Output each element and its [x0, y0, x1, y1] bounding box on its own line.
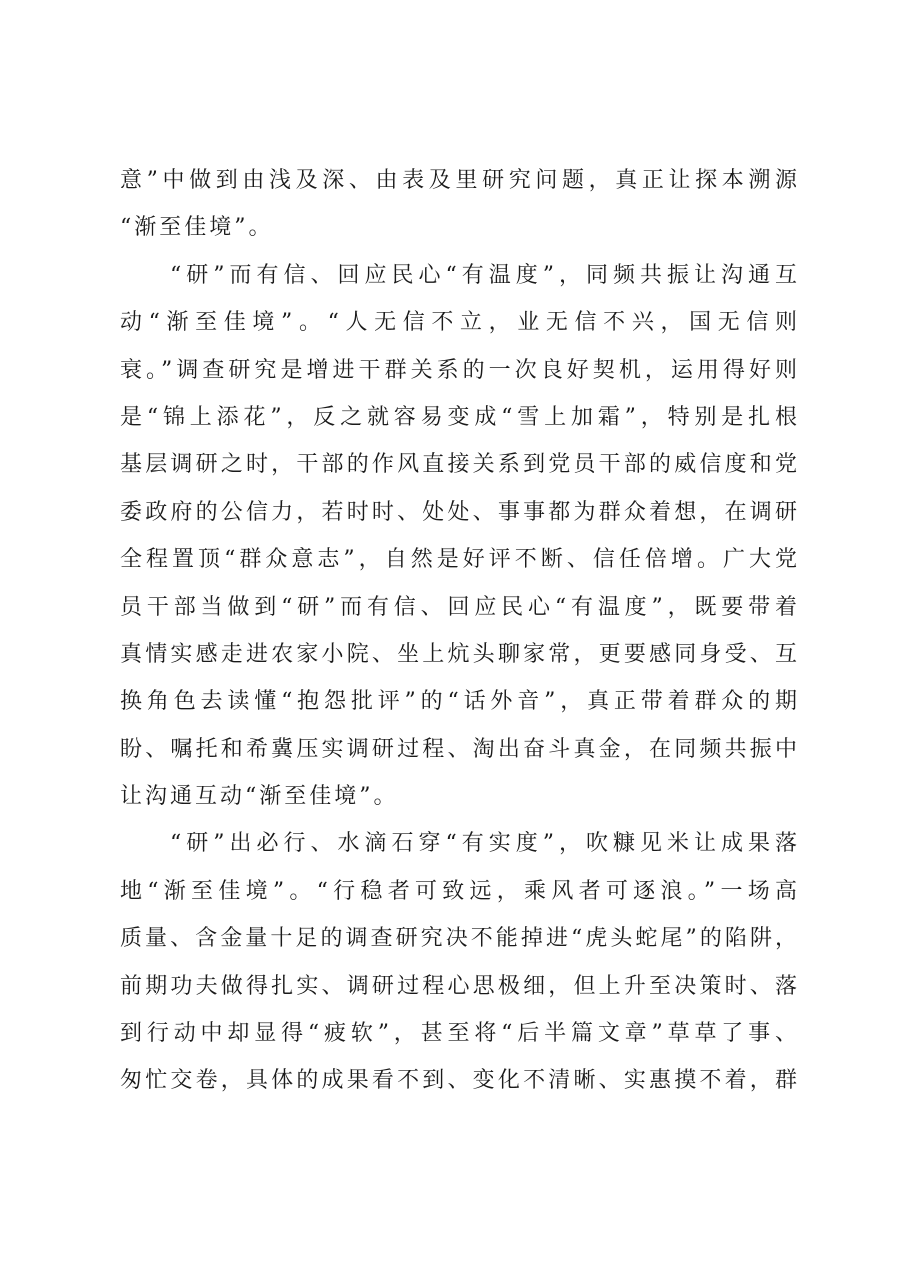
- text-line: 质量、含金量十足的调查研究决不能掉进“虎头蛇尾”的陷阱，: [120, 926, 800, 952]
- text-line: 到行动中却显得“疲软”，甚至将“后半篇文章”草草了事、: [120, 1021, 800, 1047]
- text-line: 换角色去读懂“抱怨批评”的“话外音”，真正带着群众的期: [120, 689, 800, 715]
- document-body: [120, 157, 800, 1105]
- text-line: 真情实感走进农家小院、坐上炕头聊家常，更要感同身受、互: [120, 641, 800, 667]
- text-line: 匆忙交卷，具体的成果看不到、变化不清晰、实惠摸不着，群: [120, 1068, 800, 1094]
- text-line: 意”中做到由浅及深、由表及里研究问题，真正让探本溯源: [120, 168, 800, 193]
- text-line: 盼、嘱托和希冀压实调研过程、淘出奋斗真金，在同频共振中: [120, 736, 800, 762]
- text-line: 是“锦上添花”，反之就容易变成“雪上加霜”，特别是扎根: [120, 404, 800, 430]
- text-line: 地“渐至佳境”。“行稳者可致远，乘风者可逐浪。”一场高: [120, 878, 800, 904]
- paragraph-first-line: “研”出必行、水滴石穿“有实度”，吹糠见米让成果落: [170, 831, 800, 857]
- text-line: 前期功夫做得扎实、调研过程心思极细，但上升至决策时、落: [120, 973, 800, 999]
- text-line: 动“渐至佳境”。“人无信不立，业无信不兴，国无信则: [120, 310, 800, 336]
- text-line: 委政府的公信力，若时时、处处、事事都为群众着想，在调研: [120, 499, 800, 525]
- text-line: 基层调研之时，干部的作风直接关系到党员干部的威信度和党: [120, 452, 800, 478]
- text-line: “渐至佳境”。: [120, 215, 274, 241]
- text-line: 让沟通互动“渐至佳境”。: [120, 784, 399, 810]
- paragraph-first-line: “研”而有信、回应民心“有温度”，同频共振让沟通互: [170, 262, 800, 288]
- text-line: 员干部当做到“研”而有信、回应民心“有温度”，既要带着: [120, 594, 800, 620]
- text-line: 衰。”调查研究是增进干群关系的一次良好契机，运用得好则: [120, 357, 800, 383]
- text-line: 全程置顶“群众意志”，自然是好评不断、信任倍增。广大党: [120, 547, 800, 573]
